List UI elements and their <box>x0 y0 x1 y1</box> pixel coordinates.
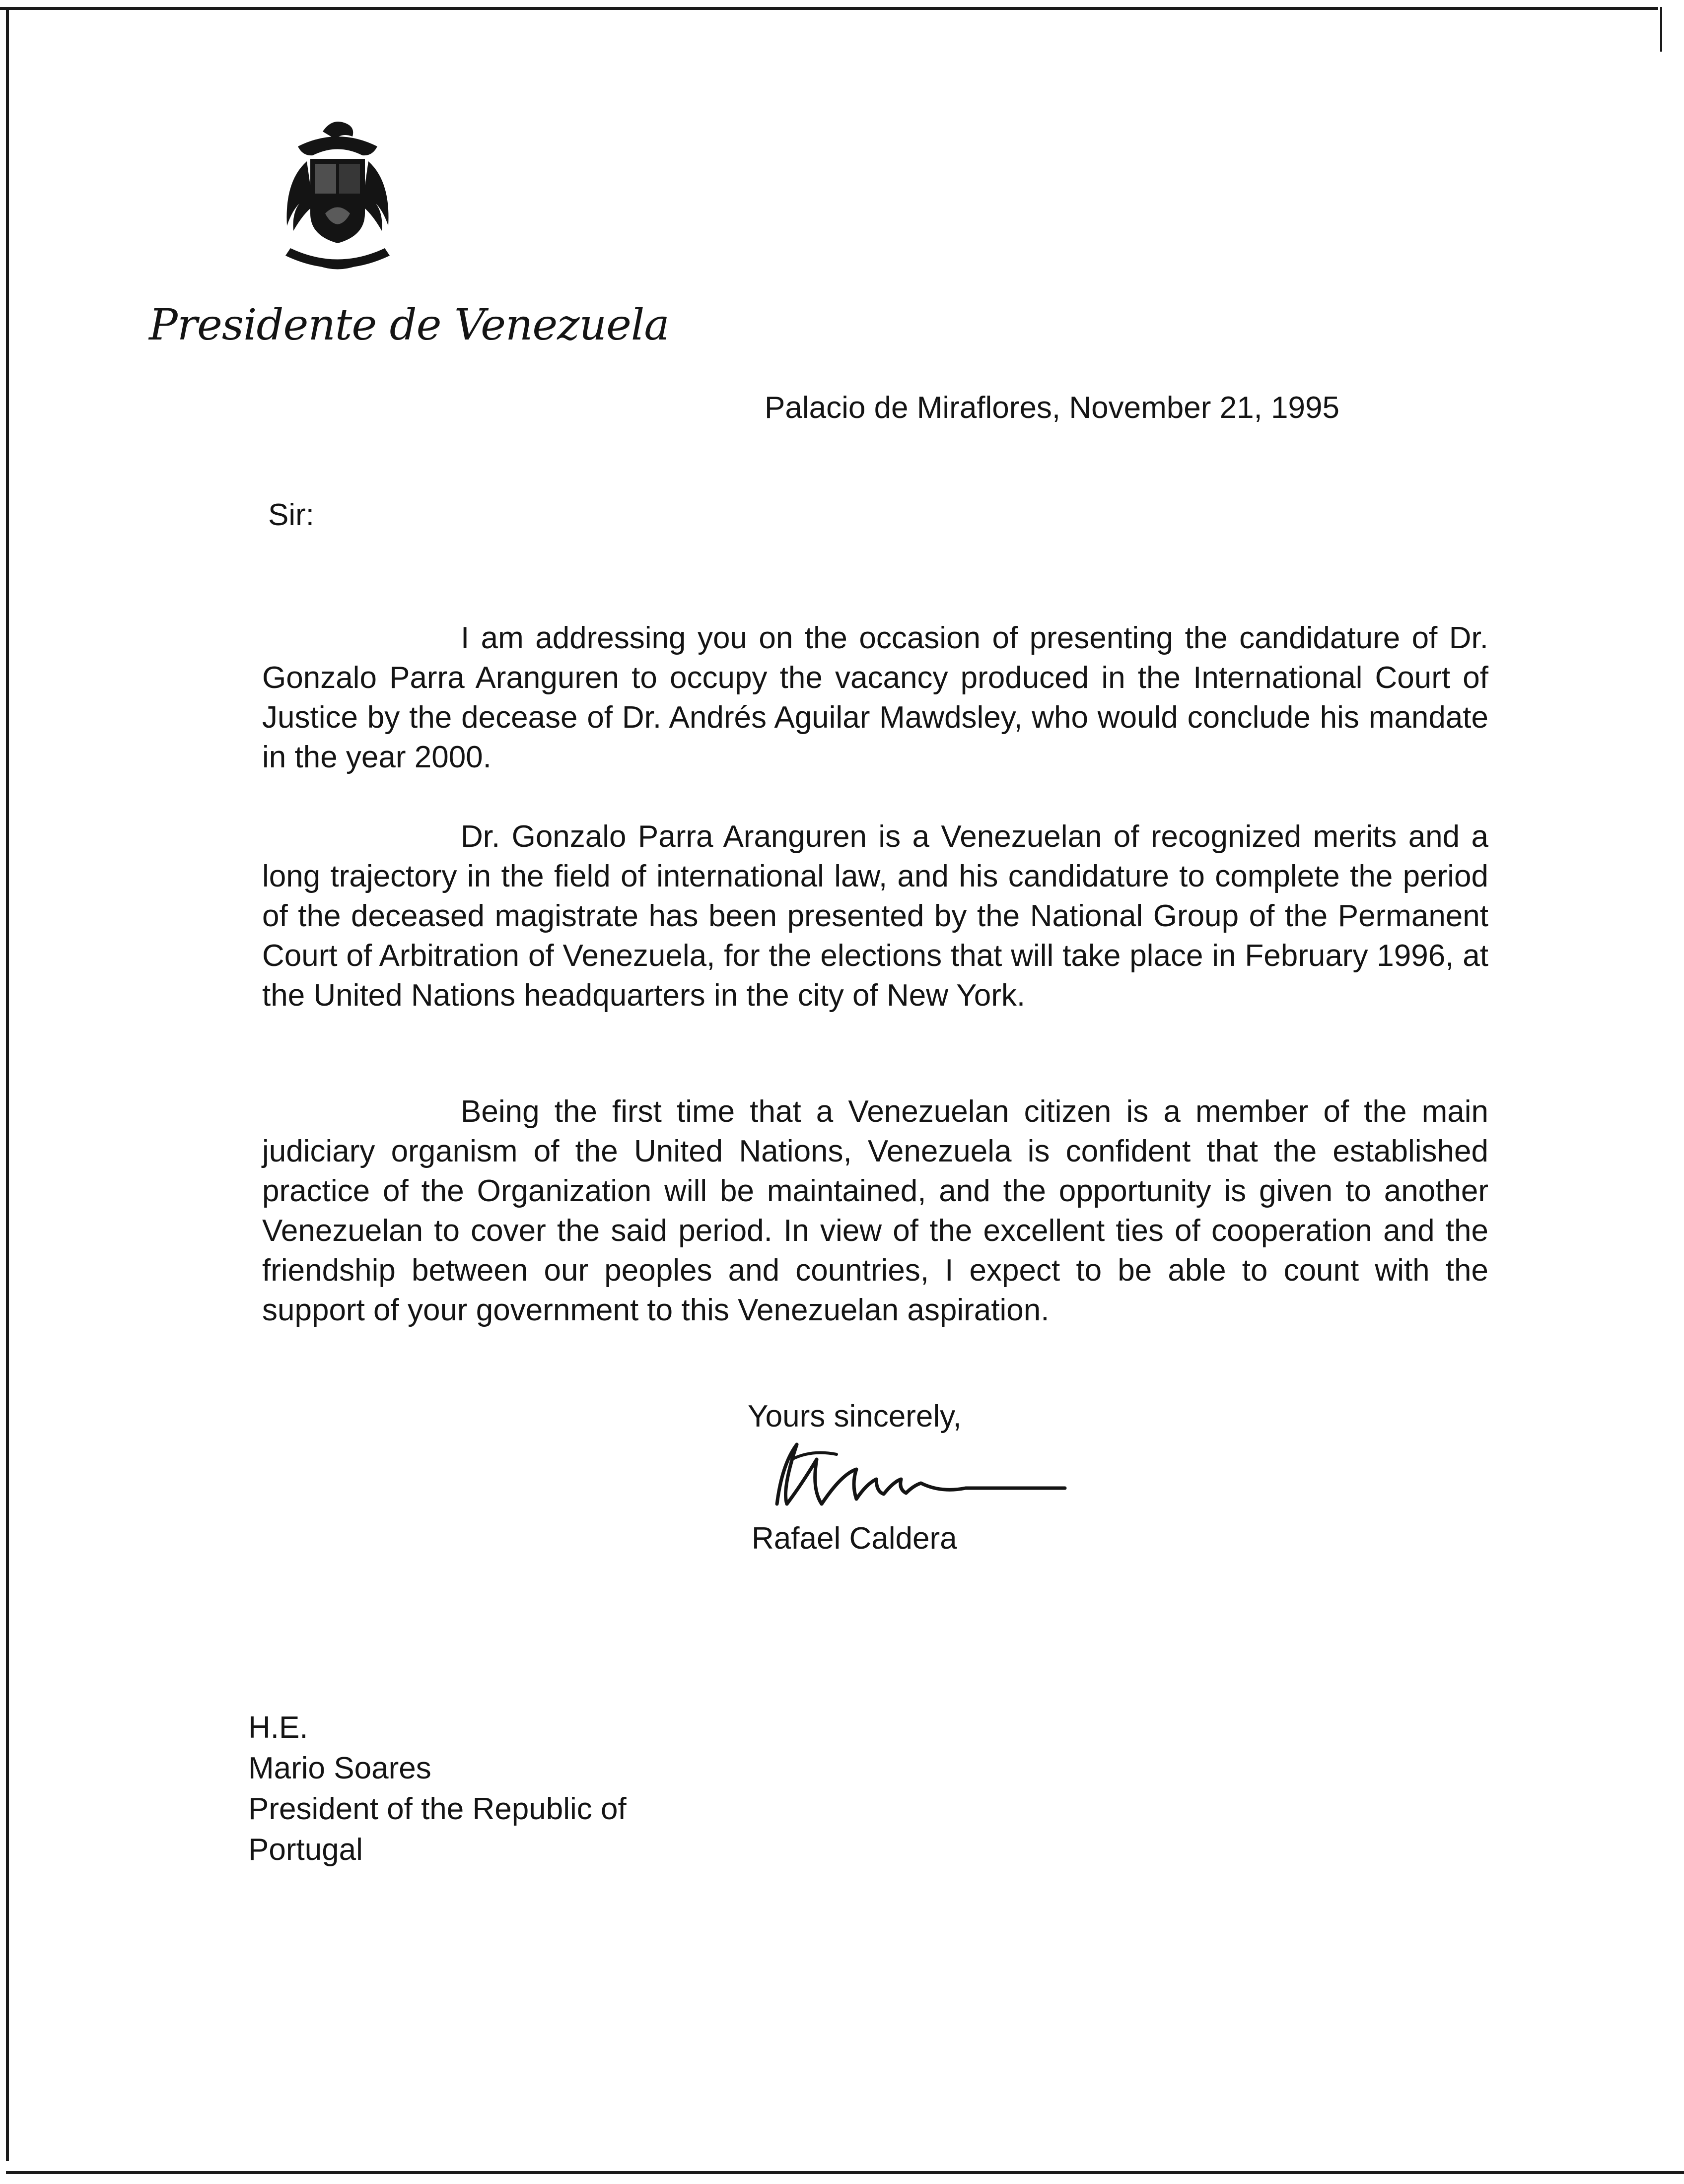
page-edge-right <box>1660 7 1662 52</box>
page-edge-bottom <box>6 2171 1684 2174</box>
letterhead-title: Presidente de Venezuela <box>149 300 669 350</box>
closing: Yours sincerely, <box>748 1399 962 1433</box>
body-paragraph-3: Being the first time that a Venezuelan citizen is a member of the main judiciary organism of the United Nations, Venezuela is confident that the established practice of the Organization will be maintained, and the opportunity is given to another Venezuelan to cover the said period. In view of the excellent ties of cooperation and the friendship between our peoples and countries, I expect to be able to count with the support of your government to this Venezuelan aspiration. <box>262 1094 1488 1327</box>
body-paragraph-1: I am addressing you on the occasion of presenting the candidature of Dr. Gonzalo Parra Aranguren to occupy the vacancy produced in the International Court of Justice by the decease of Dr. Andrés Aguilar Mawdsley, who would conclude his mandate in the year 2000. <box>262 621 1488 774</box>
recipient-country: Portugal <box>248 1833 363 1867</box>
body-paragraph-2: Dr. Gonzalo Parra Aranguren is a Venezuelan of recognized merits and a long trajectory in the field of international law, and his candidature to complete the period of the deceased magistrate has been presented by the National Group of the Permanent Court of Arbitration of Venezuela, for the elections that will take place in February 1996, at the United Nations headquarters in the city of New York. <box>262 819 1488 1013</box>
page-edge-left <box>6 7 9 2161</box>
date-line: Palacio de Miraflores, November 21, 1995 <box>765 391 1339 425</box>
salutation: Sir: <box>268 498 314 532</box>
signer-name: Rafael Caldera <box>752 1521 957 1556</box>
venezuela-coat-of-arms-icon <box>263 112 412 275</box>
recipient-name: Mario Soares <box>248 1751 431 1785</box>
recipient-address <box>248 1707 627 1870</box>
page-edge-top <box>0 7 1658 10</box>
recipient-title: President of the Republic of <box>248 1792 627 1826</box>
signature <box>757 1430 1075 1519</box>
recipient-honorific: H.E. <box>248 1710 308 1745</box>
